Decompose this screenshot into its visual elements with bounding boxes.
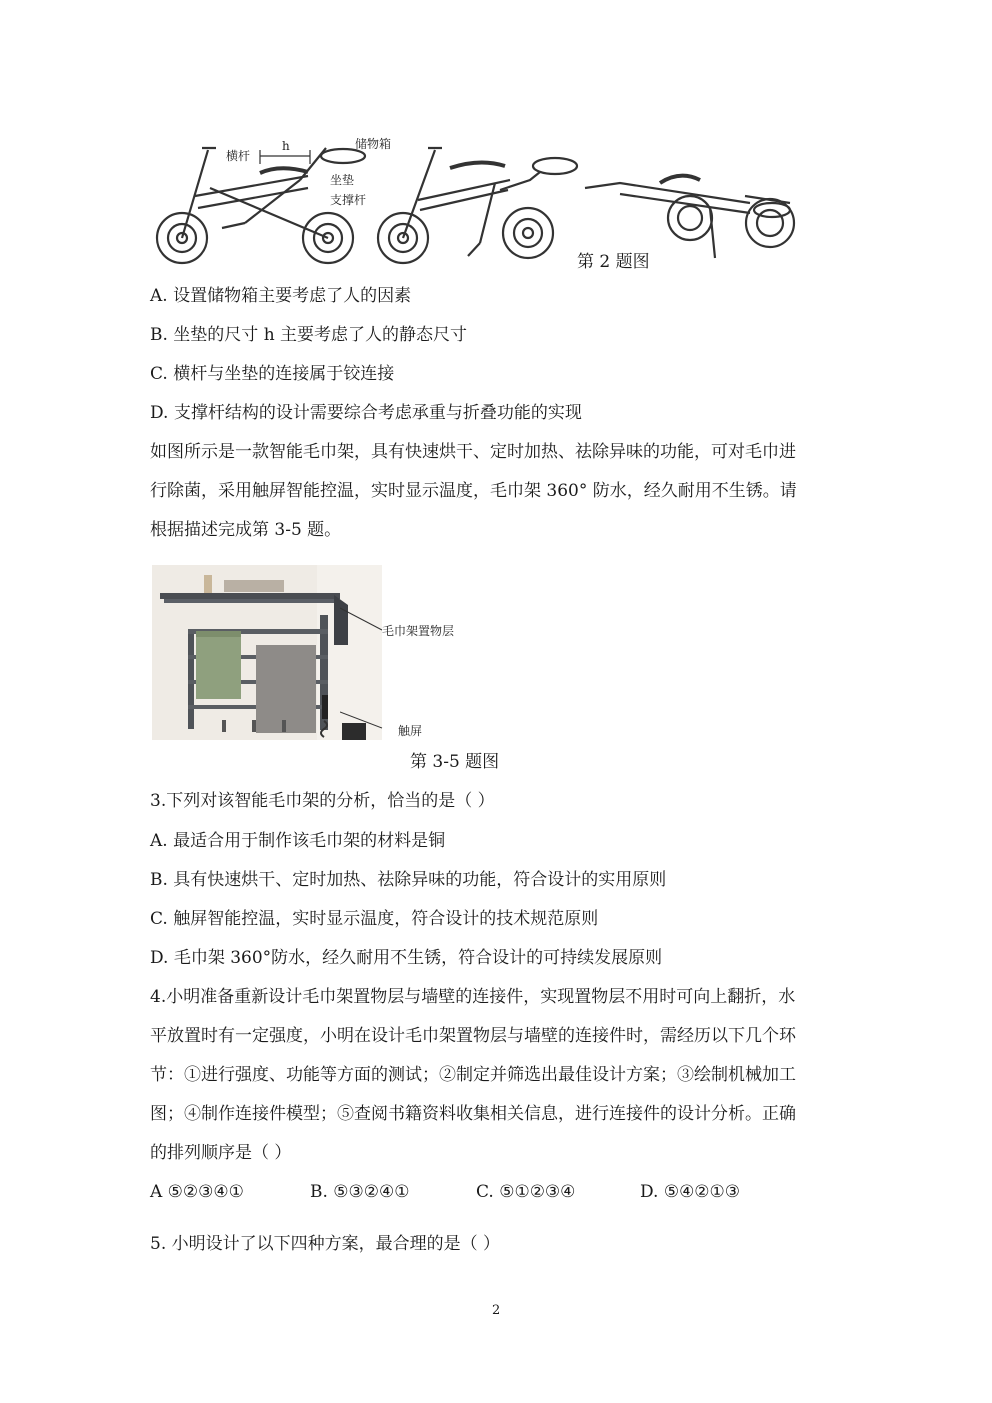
q3-option-b: B. 具有快速烘干、定时加热、祛除异味的功能，符合设计的实用原则: [150, 870, 667, 890]
q4-option-d: D. ⑤④②①③: [640, 1182, 741, 1202]
q3-option-d: D. 毛巾架 360°防水，经久耐用不生锈，符合设计的可持续发展原则: [150, 948, 663, 968]
q3-option-c: C. 触屏智能控温，实时显示温度，符合设计的技术规范原则: [150, 909, 599, 929]
label-seat: 坐垫: [330, 173, 355, 187]
q4-line-2: 平放置时有一定强度，小明在设计毛巾架置物层与墙壁的连接件时，需经历以下几个环: [150, 1026, 796, 1046]
q4-line-1: 4.小明准备重新设计毛巾架置物层与墙壁的连接件，实现置物层不用时可向上翻折，水: [150, 987, 796, 1007]
q4-option-c: C. ⑤①②③④: [476, 1182, 576, 1202]
label-support-rod: 支撑杆: [330, 193, 367, 207]
q2-option-c: C. 横杆与坐垫的连接属于铰连接: [150, 364, 395, 384]
folding-bike-illustration: [150, 128, 800, 273]
q4-line-4: 图；④制作连接件模型；⑤查阅书籍资料收集相关信息，进行连接件的设计分析。正确: [150, 1104, 796, 1124]
intro-line-3: 根据描述完成第 3-5 题。: [150, 520, 342, 540]
q4-option-a: A ⑤②③④①: [150, 1182, 244, 1202]
q4-option-b: B. ⑤③②④①: [310, 1182, 410, 1202]
label-h: h: [282, 139, 290, 153]
q2-option-b: B. 坐垫的尺寸 h 主要考虑了人的静态尺寸: [150, 325, 468, 345]
label-shelf-layer: 毛巾架置物层: [382, 624, 455, 638]
q5-stem: 5. 小明设计了以下四种方案，最合理的是（ ）: [150, 1234, 501, 1254]
q3-option-a: A. 最适合用于制作该毛巾架的材料是铜: [150, 831, 446, 851]
callout-lines: [340, 600, 460, 730]
figure-2: [150, 128, 800, 273]
q2-option-d: D. 支撑杆结构的设计需要综合考虑承重与折叠功能的实现: [150, 403, 582, 423]
label-crossbar: 横杆: [226, 149, 251, 163]
figure-3-5-caption: 第 3-5 题图: [410, 752, 500, 772]
q4-line-3: 节：①进行强度、功能等方面的测试；②制定并筛选出最佳设计方案；③绘制机械加工: [150, 1065, 796, 1085]
q4-line-5: 的排列顺序是（ ）: [150, 1143, 292, 1163]
intro-line-1: 如图所示是一款智能毛巾架，具有快速烘干、定时加热、祛除异味的功能，可对毛巾进: [150, 442, 796, 462]
page-number: 2: [492, 1303, 501, 1318]
intro-line-2: 行除菌，采用触屏智能控温，实时显示温度，毛巾架 360° 防水，经久耐用不生锈。请: [150, 481, 797, 501]
q2-option-a: A. 设置储物箱主要考虑了人的因素: [150, 286, 412, 306]
label-storage-box: 储物箱: [355, 137, 392, 151]
q3-stem: 3.下列对该智能毛巾架的分析，恰当的是（ ）: [150, 791, 495, 811]
label-touch-screen: 触屏: [398, 724, 423, 738]
figure-2-caption: 第 2 题图: [577, 252, 650, 272]
